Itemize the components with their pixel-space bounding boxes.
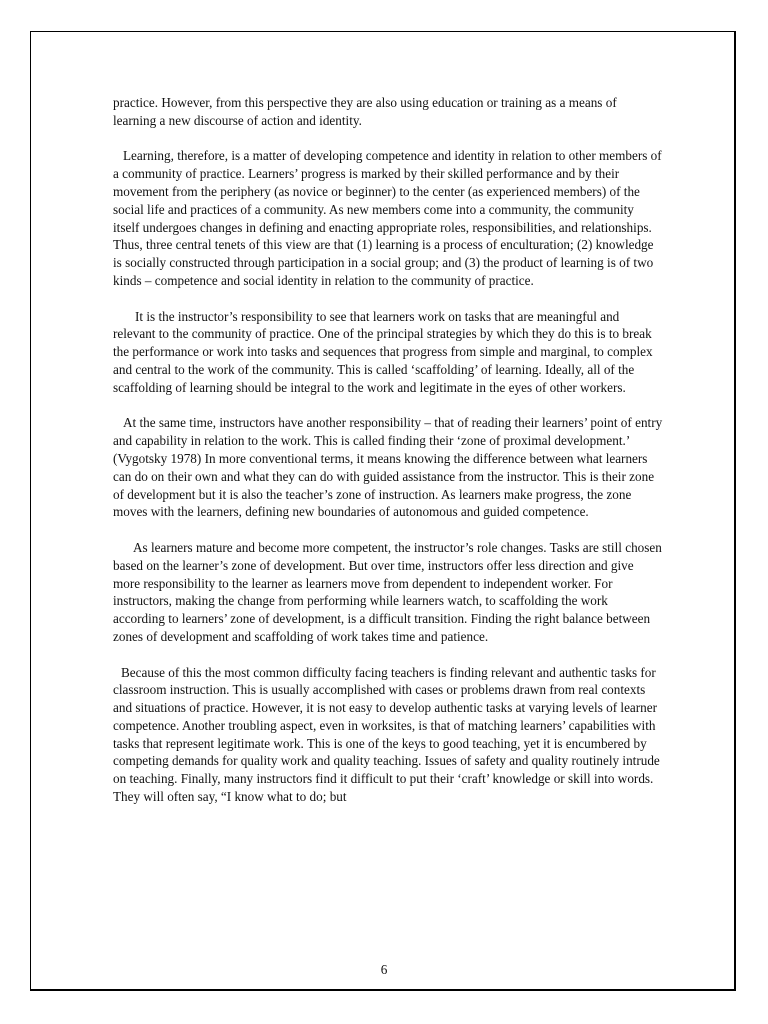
- paragraph-continuation: practice. However, from this perspective they are also using education or training as a means of learning a new discourse of action and identity.: [113, 95, 617, 128]
- paragraph-common-difficulty: Because of this the most common difficulty facing teachers is finding relevant and authentic tasks for classroom instruction. This is usually accomplished with cases or problems drawn from real contexts and situations of practice. However, it is not easy to develop authentic tasks at varying levels of learner competence. Another troubling aspect, even in worksites, is that of matching learners’ capabilities with tasks that represent legitimate work. This is one of the keys to good teaching, yet it is encumbered by competing demands for quality work and quality teaching. Issues of safety and quality routinely intrude on teaching. Finally, many instructors find it difficult to put their ‘craft’ knowledge or skill into words. They will often say, “I know what to do; but: [113, 664, 660, 805]
- page-number: 6: [380, 962, 388, 977]
- paragraph-learning: Learning, therefore, is a matter of developing competence and identity in relation to other members of a community of practice. Learners’ progress is marked by their skilled performance and by their movement from the periphery (as novice or beginner) to the center (as experienced members) of the social life and practices of a community. As new members come into a community, the community itself undergoes changes in defining and enacting appropriate roles, responsibilities, and relationships. Thus, three central tenets of this view are that (1) learning is a process of enculturation; (2) knowledge is socially constructed through participation in a social group; and (3) the product of learning is of two kinds – competence and social identity in relation to the community of practice.: [113, 148, 662, 288]
- paragraph-zone-of-proximal-development: At the same time, instructors have another responsibility – that of reading their learners’ point of entry and capability in relation to the work. This is called finding their ‘zone of proximal development.’ (Vygotsky 1978) In more conventional terms, it means knowing the difference between what learners can do on their own and what they can do with guided assistance from the instructor. This is their zone of development but it is also the teacher’s zone of instruction. As learners make progress, the zone moves with the learners, defining new boundaries of autonomous and guided competence.: [113, 415, 663, 520]
- paragraph-learners-mature: As learners mature and become more competent, the instructor’s role changes. Tasks are still chosen based on the learner’s zone of development. But over time, instructors offer less direction and give more responsibility to the learner as learners move from dependent to independent worker. For instructors, making the change from performing while learners watch, to scaffolding the work according to learners’ zone of development, is a difficult transition. Finding the right balance between zones of development and scaffolding of work takes time and patience.: [113, 539, 662, 644]
- document-page: [30, 31, 736, 991]
- paragraph-instructor-responsibility: It is the instructor’s responsibility to see that learners work on tasks that are meaningful and relevant to the community of practice. One of the principal strategies by which they do this is to break the performance or work into tasks and sequences that progress from simple and marginal, to complex and central to the work of the community. This is called ‘scaffolding’ of learning. Ideally, all of the scaffolding of learning should be integral to the work and legitimate in the eyes of other workers.: [113, 308, 653, 395]
- body-text: [113, 94, 663, 824]
